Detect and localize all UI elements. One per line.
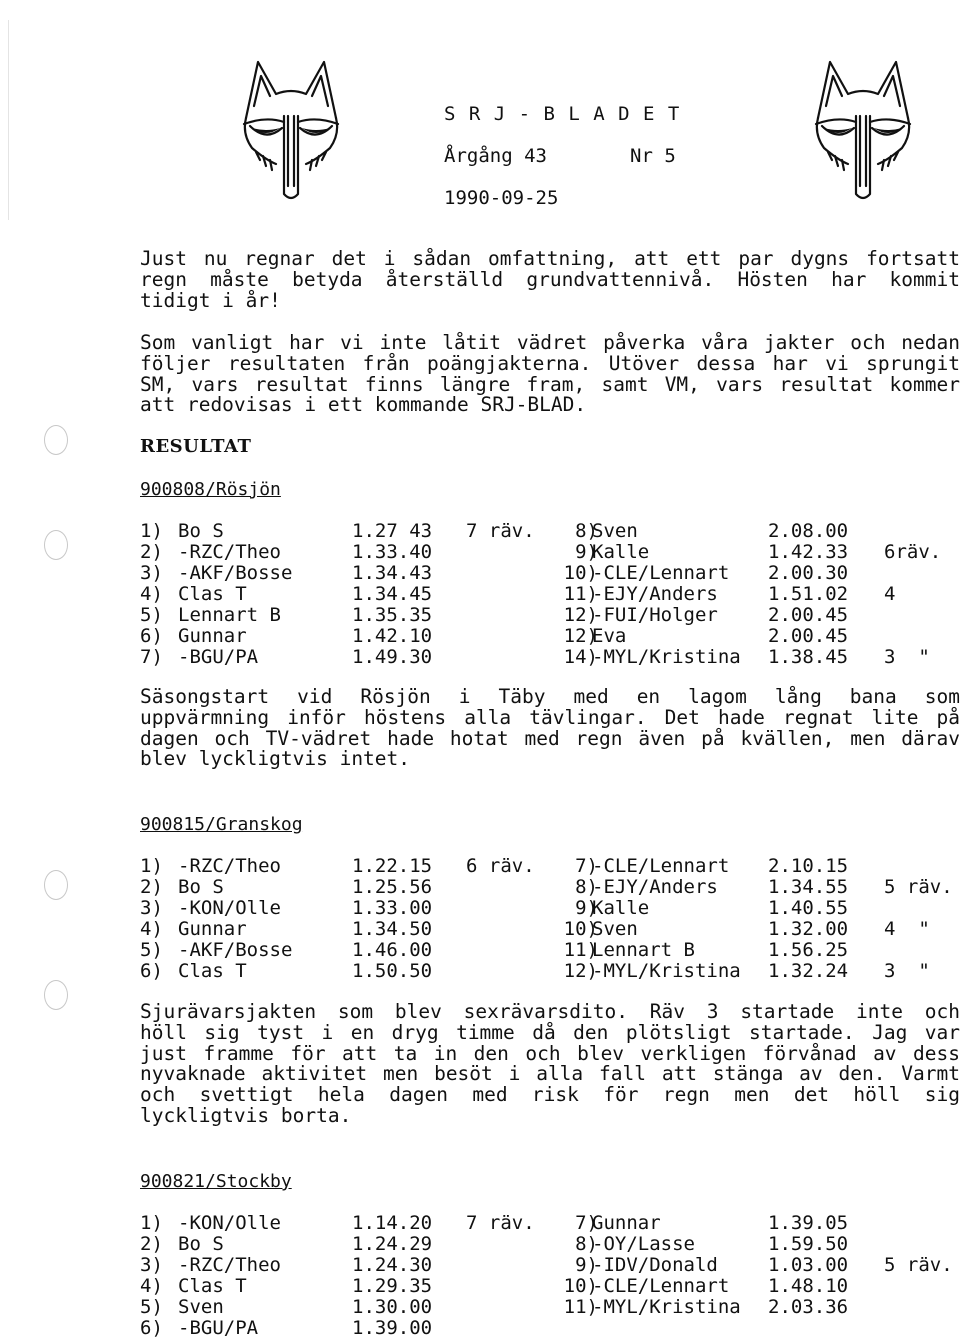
runner-right: Eva bbox=[592, 625, 627, 647]
result-row bbox=[0, 960, 960, 981]
runner-right: Lennart B bbox=[592, 939, 695, 961]
runner-left: -RZC/Theo bbox=[178, 541, 281, 563]
fox-count-left: 7 räv. bbox=[466, 1212, 535, 1234]
volume-label: Årgång 43 bbox=[444, 145, 547, 167]
time-right: 1.32.24 bbox=[768, 960, 849, 982]
punch-hole bbox=[44, 980, 68, 1010]
text-line: blev lyckligtvis intet. bbox=[140, 747, 411, 771]
fox-count-right: 5 räv. bbox=[884, 1254, 953, 1276]
runner-left: Gunnar bbox=[178, 625, 247, 647]
fox-count-right: 3 " bbox=[884, 960, 930, 982]
fox-count-left: 6 räv. bbox=[466, 855, 535, 877]
result-row bbox=[0, 1317, 960, 1338]
time-left: 1.14.20 bbox=[352, 1212, 433, 1234]
fox-logo-left bbox=[236, 56, 346, 206]
fox-logo-right bbox=[808, 56, 918, 206]
runner-left: Gunnar bbox=[178, 918, 247, 940]
result-row bbox=[0, 897, 960, 918]
runner-left: -KON/Olle bbox=[178, 1212, 281, 1234]
time-left: 1.50.50 bbox=[352, 960, 433, 982]
place-left: 4) bbox=[140, 918, 163, 940]
text-line: och svettigt hela dagen med risk för regn men det höll sig bbox=[140, 1083, 960, 1107]
runner-right: -FUI/Holger bbox=[592, 604, 718, 626]
place-left: 1) bbox=[140, 855, 163, 877]
time-right: 1.39.05 bbox=[768, 1212, 849, 1234]
runner-right: -MYL/Kristina bbox=[592, 1296, 741, 1318]
punch-hole bbox=[44, 425, 68, 455]
place-left: 2) bbox=[140, 1233, 163, 1255]
result-row bbox=[0, 541, 960, 562]
runner-left: Bo S bbox=[178, 1233, 224, 1255]
runner-left: Bo S bbox=[178, 520, 224, 542]
page-edge-shadow bbox=[8, 20, 9, 220]
time-right: 1.42.33 bbox=[768, 541, 849, 563]
issue-number: Nr 5 bbox=[630, 145, 676, 167]
race-title: 900808/Rösjön bbox=[140, 479, 281, 500]
place-right: 9) bbox=[575, 1254, 598, 1276]
runner-right: -MYL/Kristina bbox=[592, 960, 741, 982]
place-right: 14) bbox=[563, 646, 598, 668]
result-row bbox=[0, 939, 960, 960]
runner-left: -BGU/PA bbox=[178, 646, 259, 668]
result-row bbox=[0, 1254, 960, 1275]
place-left: 7) bbox=[140, 646, 163, 668]
place-right: 11) bbox=[563, 939, 598, 961]
text-line: dagen och TV-vädret hade hotat med regn även på kvällen, men därav bbox=[140, 726, 960, 750]
runner-right: -IDV/Donald bbox=[592, 1254, 718, 1276]
place-right: 8) bbox=[575, 876, 598, 898]
runner-left: -RZC/Theo bbox=[178, 855, 281, 877]
place-right: 7) bbox=[575, 1212, 598, 1234]
place-right: 10) bbox=[563, 562, 598, 584]
runner-right: Sven bbox=[592, 918, 638, 940]
time-left: 1.39.00 bbox=[352, 1317, 433, 1339]
race-title: 900815/Granskog bbox=[140, 814, 303, 835]
result-row bbox=[0, 562, 960, 583]
time-right: 1.34.55 bbox=[768, 876, 849, 898]
result-row bbox=[0, 918, 960, 939]
place-right: 10) bbox=[563, 918, 598, 940]
time-left: 1.34.50 bbox=[352, 918, 433, 940]
runner-left: Clas T bbox=[178, 960, 247, 982]
text-line: Sjurävarsjakten som blev sexrävarsdito. Räv 3 startade inte och bbox=[140, 1000, 960, 1023]
text-line: uppvärmning inför höstens alla tävlingar. Det hade regnat lite på bbox=[140, 705, 960, 729]
place-left: 4) bbox=[140, 583, 163, 605]
runner-left: -AKF/Bosse bbox=[178, 939, 293, 961]
time-right: 1.56.25 bbox=[768, 939, 849, 961]
runner-left: -RZC/Theo bbox=[178, 1254, 281, 1276]
text-line: höll sig tyst i en dryg timme då den plötsligt startade. Jag var bbox=[140, 1020, 960, 1044]
newsletter-title: S R J - B L A D E T bbox=[444, 103, 681, 125]
time-right: 1.51.02 bbox=[768, 583, 849, 605]
time-right: 2.08.00 bbox=[768, 520, 849, 542]
place-left: 6) bbox=[140, 625, 163, 647]
runner-right: -CLE/Lennart bbox=[592, 855, 730, 877]
place-left: 6) bbox=[140, 960, 163, 982]
result-row bbox=[0, 520, 960, 541]
result-row bbox=[0, 855, 960, 876]
text-line: regn måste betyda återställd grundvattennivå. Hösten har kommit bbox=[140, 267, 960, 291]
place-left: 3) bbox=[140, 897, 163, 919]
text-line: Som vanligt har vi inte låtit vädret påverka våra jakter och nedan bbox=[140, 331, 960, 354]
time-right: 1.48.10 bbox=[768, 1275, 849, 1297]
time-right: 2.10.15 bbox=[768, 855, 849, 877]
time-left: 1.24.29 bbox=[352, 1233, 433, 1255]
runner-left: Clas T bbox=[178, 1275, 247, 1297]
text-line: att redovisas i ett kommande SRJ-BLAD. bbox=[140, 393, 587, 417]
place-right: 12) bbox=[563, 625, 598, 647]
text-line: följer resultaten från poängjakterna. Utöver dessa har vi sprungit bbox=[140, 351, 960, 375]
time-left: 1.30.00 bbox=[352, 1296, 433, 1318]
runner-right: -EJY/Anders bbox=[592, 583, 718, 605]
time-left: 1.46.00 bbox=[352, 939, 433, 961]
place-left: 4) bbox=[140, 1275, 163, 1297]
time-left: 1.24.30 bbox=[352, 1254, 433, 1276]
issue-date: 1990-09-25 bbox=[444, 187, 559, 209]
runner-right: Kalle bbox=[592, 897, 650, 919]
time-right: 1.32.00 bbox=[768, 918, 849, 940]
result-row bbox=[0, 625, 960, 646]
result-row bbox=[0, 646, 960, 667]
time-left: 1.25.56 bbox=[352, 876, 433, 898]
time-left: 1.33.00 bbox=[352, 897, 433, 919]
time-left: 1.49.30 bbox=[352, 646, 433, 668]
place-left: 5) bbox=[140, 939, 163, 961]
time-left: 1.34.45 bbox=[352, 583, 433, 605]
result-row bbox=[0, 1296, 960, 1317]
runner-right: -EJY/Anders bbox=[592, 876, 718, 898]
result-row bbox=[0, 1233, 960, 1254]
runner-right: Gunnar bbox=[592, 1212, 661, 1234]
time-left: 1.35.35 bbox=[352, 604, 433, 626]
place-right: 9) bbox=[575, 897, 598, 919]
runner-left: -KON/Olle bbox=[178, 897, 281, 919]
time-right: 2.00.30 bbox=[768, 562, 849, 584]
place-right: 11) bbox=[563, 583, 598, 605]
time-right: 2.03.36 bbox=[768, 1296, 849, 1318]
time-right: 1.40.55 bbox=[768, 897, 849, 919]
runner-left: Bo S bbox=[178, 876, 224, 898]
time-left: 1.33.40 bbox=[352, 541, 433, 563]
text-line: just framme för att ta in den och blev verkligen förvånad av dess bbox=[140, 1041, 960, 1065]
result-row bbox=[0, 583, 960, 604]
place-left: 5) bbox=[140, 604, 163, 626]
place-left: 5) bbox=[140, 1296, 163, 1318]
runner-right: -CLE/Lennart bbox=[592, 1275, 730, 1297]
place-right: 7) bbox=[575, 855, 598, 877]
result-row bbox=[0, 1275, 960, 1296]
race-comment bbox=[140, 1002, 960, 1127]
place-right: 10) bbox=[563, 1275, 598, 1297]
time-left: 1.42.10 bbox=[352, 625, 433, 647]
race-comment bbox=[140, 687, 960, 770]
time-right: 1.03.00 bbox=[768, 1254, 849, 1276]
race-title: 900821/Stockby bbox=[140, 1171, 292, 1192]
results-heading: RESULTAT bbox=[140, 436, 252, 457]
fox-count-left: 7 räv. bbox=[466, 520, 535, 542]
place-left: 1) bbox=[140, 520, 163, 542]
place-right: 8) bbox=[575, 1233, 598, 1255]
place-right: 9) bbox=[575, 541, 598, 563]
time-left: 1.29.35 bbox=[352, 1275, 433, 1297]
place-right: 8) bbox=[575, 520, 598, 542]
runner-right: -OY/Lasse bbox=[592, 1233, 695, 1255]
runner-right: Kalle bbox=[592, 541, 650, 563]
runner-right: -MYL/Kristina bbox=[592, 646, 741, 668]
text-line: nyvaknade aktivitet men besöt i alla fall att stänga av den. Varmt bbox=[140, 1062, 960, 1086]
text-line: Säsongstart vid Rösjön i Täby med en lagom lång bana som bbox=[140, 685, 960, 708]
place-left: 3) bbox=[140, 1254, 163, 1276]
result-row bbox=[0, 1212, 960, 1233]
fox-count-right: 4 bbox=[884, 583, 896, 605]
fox-count-right: 6räv. bbox=[884, 541, 942, 563]
text-line: lyckligtvis borta. bbox=[140, 1103, 352, 1127]
runner-right: Sven bbox=[592, 520, 638, 542]
place-right: 12) bbox=[563, 604, 598, 626]
runner-left: Sven bbox=[178, 1296, 224, 1318]
time-right: 1.59.50 bbox=[768, 1233, 849, 1255]
time-right: 2.00.45 bbox=[768, 625, 849, 647]
time-right: 2.00.45 bbox=[768, 604, 849, 626]
runner-left: -BGU/PA bbox=[178, 1317, 259, 1339]
text-line: SM, vars resultat finns längre fram, samt VM, vars resultat kommer bbox=[140, 372, 960, 396]
runner-left: Lennart B bbox=[178, 604, 281, 626]
place-right: 12) bbox=[563, 960, 598, 982]
place-right: 11) bbox=[563, 1296, 598, 1318]
intro-paragraph-1 bbox=[140, 249, 960, 311]
intro-paragraph-2 bbox=[140, 333, 960, 416]
text-line: Just nu regnar det i sådan omfattning, att ett par dygns fortsatt bbox=[140, 247, 960, 270]
time-left: 1.34.43 bbox=[352, 562, 433, 584]
result-row bbox=[0, 876, 960, 897]
place-left: 2) bbox=[140, 876, 163, 898]
time-right: 1.38.45 bbox=[768, 646, 849, 668]
runner-left: Clas T bbox=[178, 583, 247, 605]
fox-count-right: 3 " bbox=[884, 646, 930, 668]
place-left: 1) bbox=[140, 1212, 163, 1234]
place-left: 3) bbox=[140, 562, 163, 584]
fox-count-right: 5 räv. bbox=[884, 876, 953, 898]
place-left: 2) bbox=[140, 541, 163, 563]
fox-count-right: 4 " bbox=[884, 918, 930, 940]
place-left: 6) bbox=[140, 1317, 163, 1339]
runner-right: -CLE/Lennart bbox=[592, 562, 730, 584]
result-row bbox=[0, 604, 960, 625]
runner-left: -AKF/Bosse bbox=[178, 562, 293, 584]
time-left: 1.22.15 bbox=[352, 855, 433, 877]
text-line: tidigt i år! bbox=[140, 288, 281, 312]
time-left: 1.27 43 bbox=[352, 520, 433, 542]
